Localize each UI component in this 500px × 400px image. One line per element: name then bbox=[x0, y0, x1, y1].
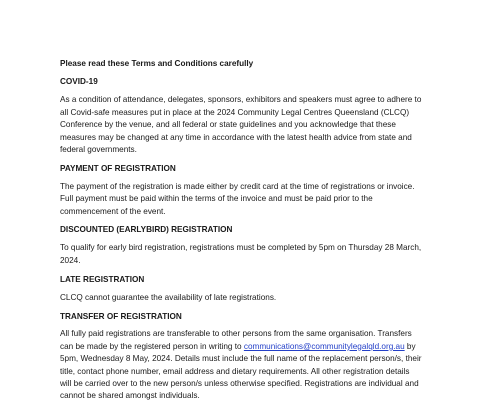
body-line: All fully paid registrations are transferable to other persons from the same organisation. Transfers bbox=[60, 329, 412, 339]
section-body-late bbox=[60, 292, 452, 304]
section-body-payment bbox=[60, 181, 452, 218]
section-heading-covid: COVID-19 bbox=[60, 77, 98, 87]
section-body-earlybird bbox=[60, 242, 452, 267]
body-line: all Covid-safe measures put in place at the 2024 Community Legal Centres Queensland (CLCQ) bbox=[60, 107, 410, 117]
terms-document bbox=[60, 58, 452, 400]
section-heading-transfer: TRANSFER OF REGISTRATION bbox=[60, 311, 182, 321]
section-heading-earlybird: DISCOUNTED (EARLYBIRD) REGISTRATION bbox=[60, 225, 233, 235]
body-line: 5pm, Wednesday 8 May, 2024. Details must include the full name of the replacement person/s, their bbox=[60, 354, 422, 364]
intro-heading: Please read these Terms and Conditions carefully bbox=[60, 59, 254, 68]
body-line-with-link bbox=[60, 341, 452, 353]
body-line: title, contact phone number, email address and dietary requirements. All other registration details bbox=[60, 366, 410, 376]
body-line: CLCQ cannot guarantee the availability of late registrations. bbox=[60, 292, 277, 302]
body-line: 2024. bbox=[60, 255, 81, 265]
body-text: by bbox=[404, 341, 416, 351]
body-line: federal governments. bbox=[60, 144, 137, 154]
communications-email-link[interactable]: communications@communitylegalqld.org.au bbox=[243, 341, 405, 351]
body-line: commencement of the event. bbox=[60, 206, 166, 216]
body-line: cannot be shared amongst individuals. bbox=[60, 391, 200, 400]
section-body-covid bbox=[60, 94, 452, 156]
body-line: As a condition of attendance, delegates, sponsors, exhibitors and speakers must agree to adhere to bbox=[60, 95, 422, 105]
body-line: will be carried over to the new person/s unless otherwise specified. Registrations are individual and bbox=[60, 379, 419, 389]
body-line: measures may be changed at any time in accordance with the latest health advice from state and bbox=[60, 132, 412, 142]
section-heading-payment: PAYMENT OF REGISTRATION bbox=[60, 163, 176, 173]
body-line: Conference by the venue, and all federal or state guidelines and you acknowledge that these bbox=[60, 120, 396, 130]
body-text: can be made by the registered person in writing to bbox=[60, 341, 244, 351]
section-heading-late: LATE REGISTRATION bbox=[60, 274, 145, 284]
body-line: The payment of the registration is made either by credit card at the time of registrations or invoice. bbox=[60, 181, 415, 191]
body-line: Full payment must be paid within the terms of the invoice and must be paid prior to the bbox=[60, 194, 373, 204]
body-line: To qualify for early bird registration, registrations must be completed by 5pm on Thursday 28 March, bbox=[60, 243, 422, 253]
section-body-transfer bbox=[60, 328, 452, 400]
